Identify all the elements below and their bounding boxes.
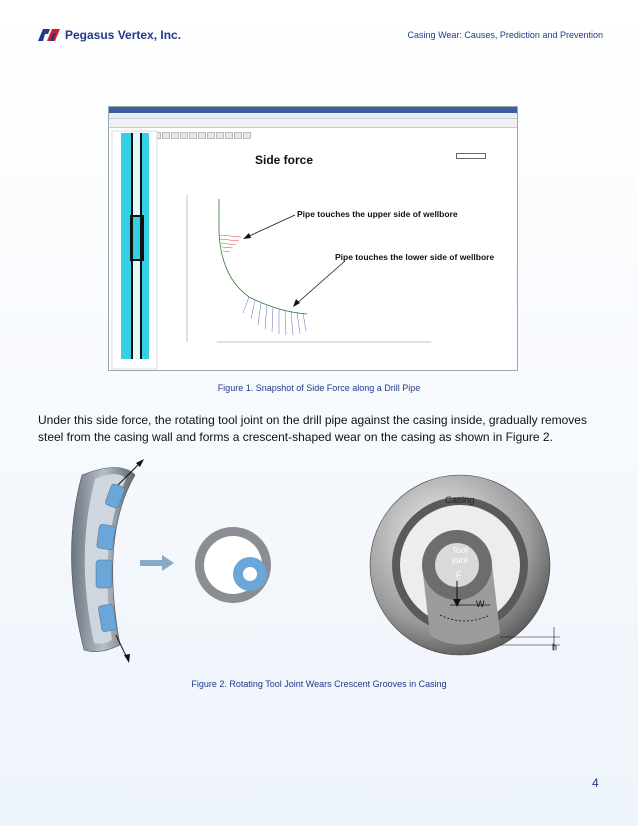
body-paragraph: Under this side force, the rotating tool joint on the drill pipe against the casing inside, gradually removes steel from the casing wall and forms a crescent-shaped wear on the casing as shown in Figure 2. [38, 413, 587, 444]
width-label: W [476, 599, 485, 609]
chart-title: Side force [255, 153, 314, 167]
trajectory-curve [219, 199, 307, 314]
arrow-lower [295, 261, 345, 305]
company-logo [38, 28, 181, 42]
arrowhead-upper-icon [243, 233, 251, 239]
view-select[interactable] [456, 153, 486, 159]
transition-arrow-shaft [140, 560, 162, 566]
side-force-plot [109, 107, 518, 371]
force-label: F [456, 570, 462, 580]
figure-1-caption: Figure 1. Snapshot of Side Force along a Drill Pipe [217, 383, 421, 393]
tool-label-line-2: joint [452, 555, 468, 565]
arrowhead-lower-icon [293, 299, 300, 307]
annotation-upper: Pipe touches the upper side of wellbore [297, 209, 458, 219]
casing-wear-illustration [60, 455, 580, 670]
casing-label: Casing [445, 495, 475, 506]
tool-joint-label [452, 545, 468, 565]
upper-side-force-lines [219, 235, 241, 252]
pvi-logo-icon [38, 29, 60, 41]
arrow-upper [245, 215, 295, 238]
annotation-lower: Pipe touches the lower side of wellbore [335, 252, 495, 262]
figure-2-caption: Figure 2. Rotating Tool Joint Wears Crescent Grooves in Casing [191, 679, 447, 689]
figure-2 [60, 455, 580, 670]
page-number: 4 [592, 776, 599, 790]
transition-arrow-icon [162, 555, 174, 571]
depth-label: h [552, 642, 558, 652]
tool-label-line-1: Tool [452, 545, 468, 555]
document-title: Casing Wear: Causes, Prediction and Prevention [407, 30, 603, 40]
arrowhead-bottom-icon [124, 654, 130, 663]
bha-bore [133, 217, 140, 259]
company-name: Pegasus Vertex, Inc. [65, 28, 182, 42]
tool-joint-bore [243, 567, 257, 581]
figure-1-screenshot [108, 106, 518, 371]
page-header [38, 28, 603, 44]
